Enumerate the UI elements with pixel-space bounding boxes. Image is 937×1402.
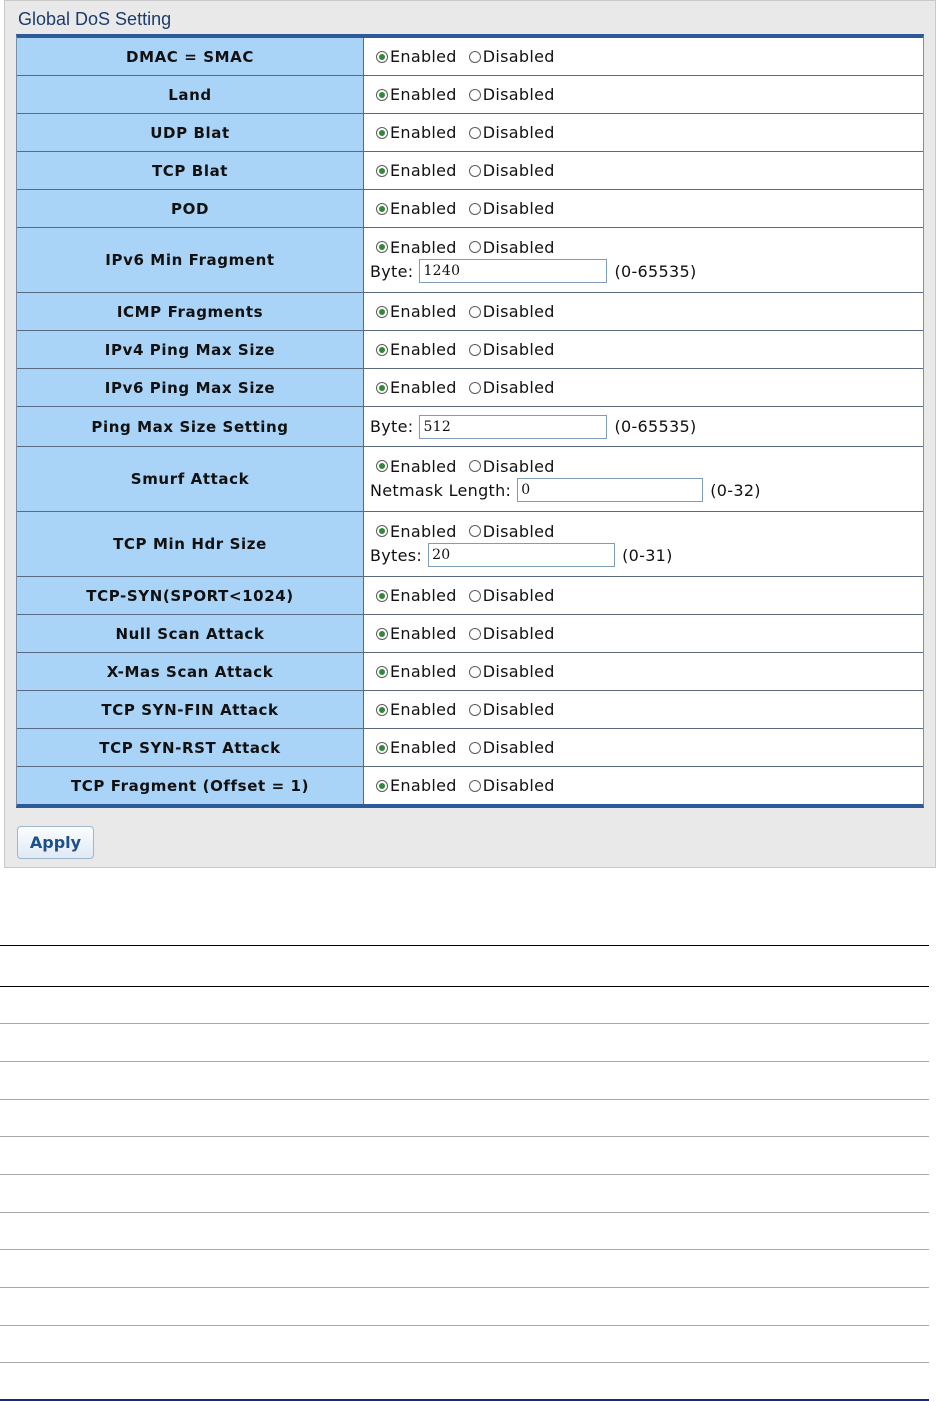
table-rule: [0, 1136, 929, 1137]
radio-selected-icon: [376, 460, 388, 472]
disabled-radio[interactable]: [469, 302, 555, 321]
row-value: [364, 577, 923, 614]
table-row: [17, 293, 923, 331]
disabled-radio[interactable]: [469, 522, 555, 541]
range-hint: (0-65535): [614, 417, 697, 436]
enabled-label: Enabled: [390, 776, 457, 795]
enabled-label: Enabled: [390, 47, 457, 66]
enabled-label: Enabled: [390, 521, 457, 541]
enabled-label: Enabled: [390, 378, 457, 397]
disabled-radio[interactable]: [469, 776, 555, 795]
radio-unselected-icon: [469, 89, 481, 101]
range-hint: (0-32): [710, 480, 761, 500]
row-label: DMAC = SMAC: [17, 38, 364, 75]
netmask-length-label: Netmask Length:: [370, 480, 512, 500]
table-row: [17, 114, 923, 152]
table-row: [17, 331, 923, 369]
enabled-label: Enabled: [390, 340, 457, 359]
disabled-radio[interactable]: [469, 586, 555, 605]
radio-unselected-icon: [469, 51, 481, 63]
table-rule: [0, 1362, 929, 1363]
row-value: [364, 691, 923, 728]
enabled-radio[interactable]: [376, 700, 457, 719]
radio-selected-icon: [376, 89, 388, 101]
row-label: Smurf Attack: [17, 447, 364, 511]
row-value: [364, 76, 923, 113]
radio-unselected-icon: [469, 460, 481, 472]
row-value: [364, 293, 923, 330]
radio-selected-icon: [376, 127, 388, 139]
radio-unselected-icon: [469, 382, 481, 394]
disabled-radio[interactable]: [469, 47, 555, 66]
table-row: [17, 407, 923, 447]
radio-unselected-icon: [469, 704, 481, 716]
row-label: TCP-SYN(SPORT<1024): [17, 577, 364, 614]
radio-selected-icon: [376, 742, 388, 754]
enabled-radio[interactable]: [376, 340, 457, 359]
disabled-radio[interactable]: [469, 378, 555, 397]
disabled-label: Disabled: [482, 123, 555, 142]
radio-selected-icon: [376, 344, 388, 356]
row-label: TCP SYN-FIN Attack: [17, 691, 364, 728]
radio-selected-icon: [376, 704, 388, 716]
radio-selected-icon: [376, 780, 388, 792]
radio-selected-icon: [376, 590, 388, 602]
enabled-radio[interactable]: [376, 738, 457, 757]
table-row: [17, 512, 923, 577]
enabled-label: Enabled: [390, 456, 457, 476]
table-row: [17, 767, 923, 804]
table-row: [17, 228, 923, 293]
table-row: [17, 691, 923, 729]
radio-unselected-icon: [469, 742, 481, 754]
disabled-radio[interactable]: [469, 123, 555, 142]
enabled-radio[interactable]: [376, 161, 457, 180]
table-row: [17, 152, 923, 190]
enabled-label: Enabled: [390, 85, 457, 104]
row-value: [364, 512, 923, 576]
row-value: [364, 331, 923, 368]
row-value: [364, 447, 923, 511]
radio-selected-icon: [376, 165, 388, 177]
row-label: TCP Blat: [17, 152, 364, 189]
radio-selected-icon: [376, 382, 388, 394]
enabled-radio[interactable]: [376, 662, 457, 681]
row-value: [364, 369, 923, 406]
disabled-radio[interactable]: [469, 340, 555, 359]
table-rule: [0, 1023, 929, 1024]
enabled-label: Enabled: [390, 662, 457, 681]
radio-selected-icon: [376, 51, 388, 63]
table-row: [17, 38, 923, 76]
row-label: TCP SYN-RST Attack: [17, 729, 364, 766]
table-rule-top: [0, 945, 929, 946]
row-value: [364, 729, 923, 766]
row-label: IPv4 Ping Max Size: [17, 331, 364, 368]
table-row: [17, 615, 923, 653]
table-row: [17, 369, 923, 407]
enabled-radio[interactable]: [376, 378, 457, 397]
row-value: [364, 653, 923, 690]
radio-unselected-icon: [469, 241, 481, 253]
enabled-label: Enabled: [390, 161, 457, 180]
row-value: [364, 228, 923, 292]
row-label: IPv6 Ping Max Size: [17, 369, 364, 406]
radio-unselected-icon: [469, 127, 481, 139]
disabled-radio[interactable]: [469, 700, 555, 719]
bytes-input[interactable]: 20: [428, 543, 615, 567]
row-value: [364, 407, 923, 446]
disabled-label: Disabled: [482, 738, 555, 757]
disabled-label: Disabled: [482, 237, 555, 257]
disabled-label: Disabled: [482, 456, 555, 476]
radio-unselected-icon: [469, 590, 481, 602]
disabled-radio[interactable]: [469, 457, 555, 476]
enabled-radio[interactable]: [376, 302, 457, 321]
table-rule: [0, 1287, 929, 1288]
apply-button[interactable]: Apply: [17, 826, 94, 859]
disabled-label: Disabled: [482, 624, 555, 643]
panel-title: Global DoS Setting: [18, 9, 172, 29]
table-rule: [0, 1099, 929, 1100]
disabled-radio[interactable]: [469, 662, 555, 681]
radio-selected-icon: [376, 666, 388, 678]
enabled-radio[interactable]: [376, 522, 457, 541]
disabled-label: Disabled: [482, 340, 555, 359]
table-rule: [0, 1325, 929, 1326]
table-rule-header: [0, 986, 929, 987]
table-rule: [0, 1212, 929, 1213]
radio-selected-icon: [376, 241, 388, 253]
disabled-label: Disabled: [482, 776, 555, 795]
byte-label: Byte:: [370, 261, 414, 281]
byte-input[interactable]: 512: [419, 415, 607, 439]
disabled-label: Disabled: [482, 47, 555, 66]
radio-unselected-icon: [469, 666, 481, 678]
row-value: [364, 767, 923, 804]
enabled-label: Enabled: [390, 586, 457, 605]
table-row: [17, 729, 923, 767]
row-label: X-Mas Scan Attack: [17, 653, 364, 690]
enabled-radio[interactable]: [376, 624, 457, 643]
radio-unselected-icon: [469, 628, 481, 640]
disabled-label: Disabled: [482, 662, 555, 681]
table-rule: [0, 1249, 929, 1250]
enabled-label: Enabled: [390, 123, 457, 142]
row-label: POD: [17, 190, 364, 227]
disabled-label: Disabled: [482, 586, 555, 605]
table-row: [17, 447, 923, 512]
disabled-label: Disabled: [482, 521, 555, 541]
enabled-radio[interactable]: [376, 199, 457, 218]
disabled-label: Disabled: [482, 378, 555, 397]
netmask-length-input[interactable]: 0: [517, 478, 703, 502]
table-rule-bottom: [0, 1399, 929, 1401]
radio-unselected-icon: [469, 203, 481, 215]
row-value: [364, 114, 923, 151]
radio-unselected-icon: [469, 306, 481, 318]
global-dos-setting-panel: [4, 0, 936, 868]
table-rule: [0, 1061, 929, 1062]
disabled-radio[interactable]: [469, 161, 555, 180]
row-label: IPv6 Min Fragment: [17, 228, 364, 292]
radio-selected-icon: [376, 525, 388, 537]
radio-selected-icon: [376, 628, 388, 640]
dos-settings-table: [16, 34, 924, 808]
disabled-radio[interactable]: [469, 738, 555, 757]
enabled-radio[interactable]: [376, 85, 457, 104]
row-label: TCP Min Hdr Size: [17, 512, 364, 576]
radio-unselected-icon: [469, 344, 481, 356]
enabled-radio[interactable]: [376, 123, 457, 142]
byte-label: Byte:: [370, 417, 414, 436]
byte-input[interactable]: 1240: [419, 259, 607, 283]
radio-selected-icon: [376, 203, 388, 215]
enabled-radio[interactable]: [376, 47, 457, 66]
row-label: Ping Max Size Setting: [17, 407, 364, 446]
row-value: [364, 152, 923, 189]
range-hint: (0-31): [622, 545, 673, 565]
radio-unselected-icon: [469, 780, 481, 792]
disabled-radio[interactable]: [469, 199, 555, 218]
enabled-radio[interactable]: [376, 457, 457, 476]
row-label: Land: [17, 76, 364, 113]
disabled-label: Disabled: [482, 700, 555, 719]
row-label: Null Scan Attack: [17, 615, 364, 652]
disabled-label: Disabled: [482, 199, 555, 218]
radio-unselected-icon: [469, 165, 481, 177]
range-hint: (0-65535): [614, 261, 697, 281]
row-value: [364, 190, 923, 227]
enabled-radio[interactable]: [376, 776, 457, 795]
radio-unselected-icon: [469, 525, 481, 537]
disabled-label: Disabled: [482, 161, 555, 180]
row-label: UDP Blat: [17, 114, 364, 151]
row-label: TCP Fragment (Offset = 1): [17, 767, 364, 804]
table-row: [17, 76, 923, 114]
row-value: [364, 38, 923, 75]
enabled-label: Enabled: [390, 199, 457, 218]
table-row: [17, 577, 923, 615]
row-value: [364, 615, 923, 652]
enabled-label: Enabled: [390, 624, 457, 643]
enabled-radio[interactable]: [376, 238, 457, 257]
enabled-label: Enabled: [390, 700, 457, 719]
radio-selected-icon: [376, 306, 388, 318]
bytes-label: Bytes:: [370, 545, 423, 565]
row-label: ICMP Fragments: [17, 293, 364, 330]
disabled-radio[interactable]: [469, 624, 555, 643]
table-row: [17, 190, 923, 228]
enabled-radio[interactable]: [376, 586, 457, 605]
enabled-label: Enabled: [390, 738, 457, 757]
disabled-radio[interactable]: [469, 238, 555, 257]
table-rule: [0, 1174, 929, 1175]
disabled-label: Disabled: [482, 302, 555, 321]
enabled-label: Enabled: [390, 237, 457, 257]
disabled-radio[interactable]: [469, 85, 555, 104]
table-row: [17, 653, 923, 691]
disabled-label: Disabled: [482, 85, 555, 104]
enabled-label: Enabled: [390, 302, 457, 321]
